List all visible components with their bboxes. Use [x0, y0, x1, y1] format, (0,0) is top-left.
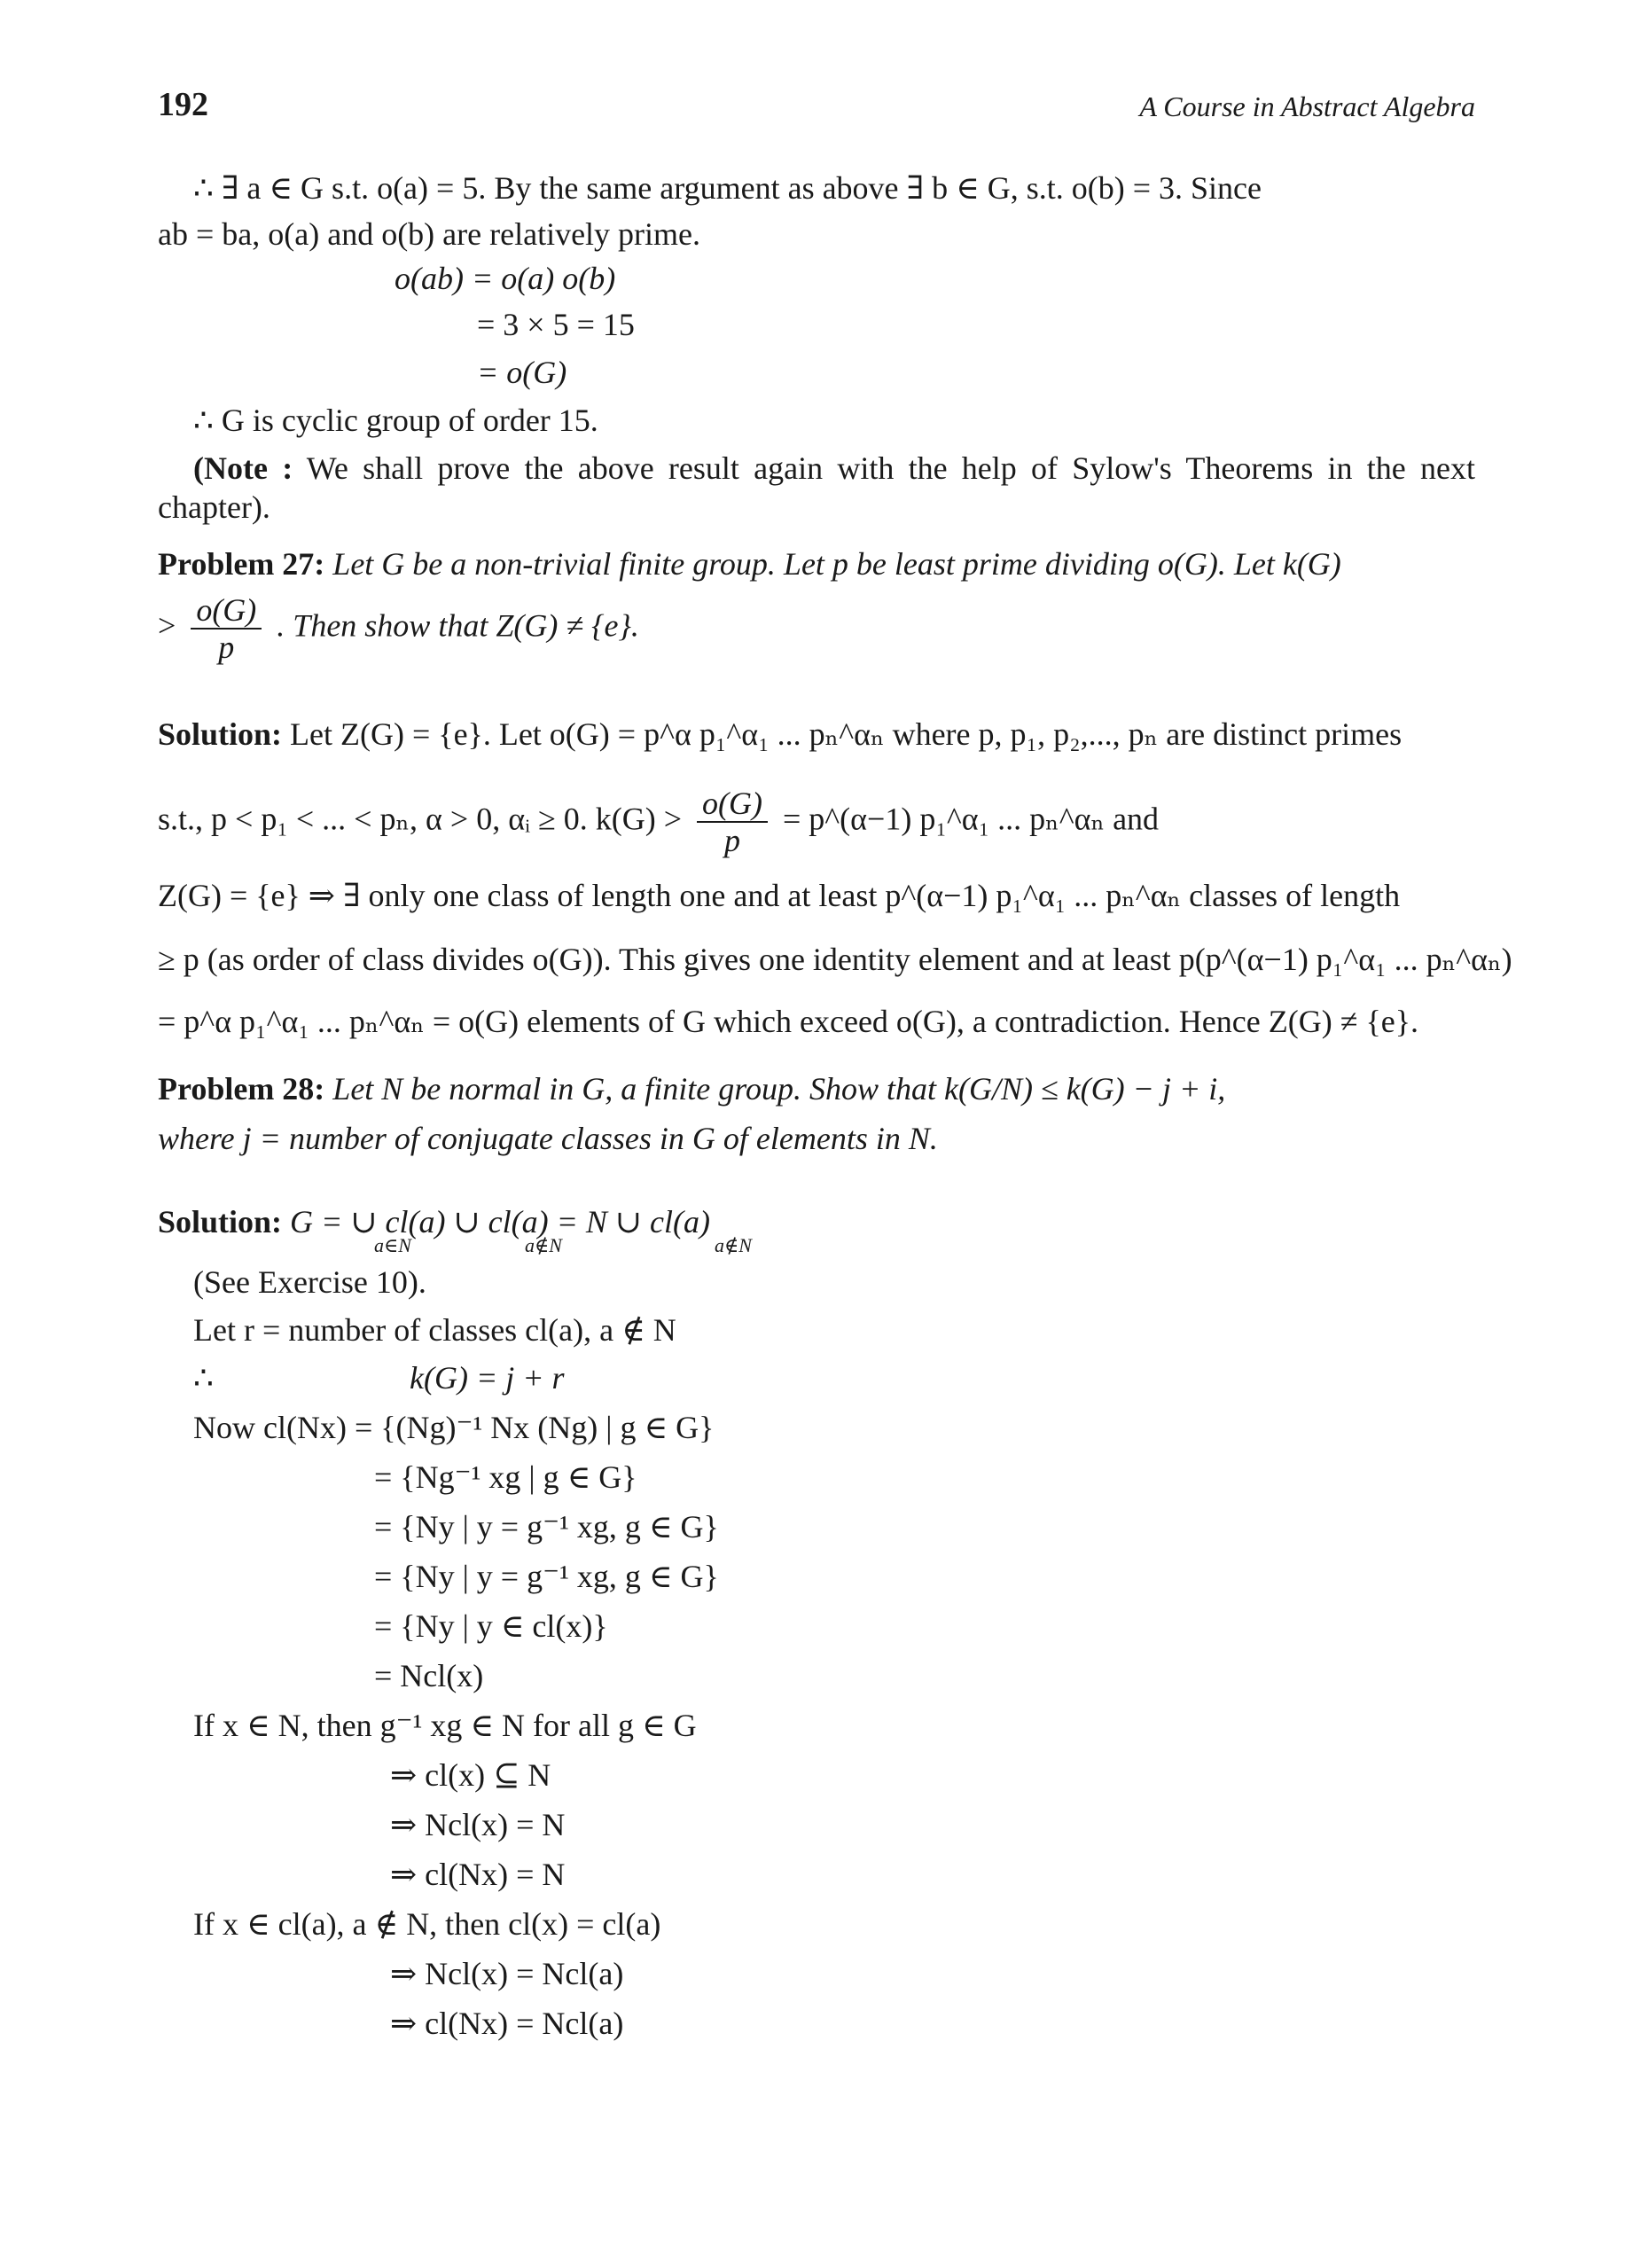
union-subscript: a∈N: [374, 1234, 411, 1256]
running-header: A Course in Abstract Algebra: [1139, 90, 1475, 122]
fraction-denominator: p: [723, 823, 740, 858]
therefore-symbol: ∴: [193, 1360, 214, 1396]
fraction-denominator: p: [218, 630, 235, 665]
problem-28-statement-2: where j = number of conjugate classes in G of elements in N.: [158, 1121, 938, 1156]
conclusion-line: ∴ G is cyclic group of order 15.: [193, 403, 598, 438]
equation-line: = Ncl(x): [374, 1658, 484, 1693]
solution-text: Let Z(G) = {e}. Let o(G) = p^α p₁^α₁ ... pₙ^αₙ where p, p₁, p₂,..., pₙ are distinct primes: [282, 716, 1403, 752]
note-text: We shall prove the above result again with the help of Sylow's Theorems in the next chapter).: [158, 450, 1475, 525]
implication-line: ⇒ cl(Nx) = Ncl(a): [390, 2006, 624, 2041]
solution-text: s.t., p < p₁ < ... < pₙ, α > 0, αᵢ ≥ 0. k(G) >: [158, 801, 682, 837]
fraction-numerator: o(G): [191, 592, 262, 630]
gt-sign: >: [158, 607, 176, 644]
solution-text: = p^(α−1) p₁^α₁ ... pₙ^αₙ and: [782, 801, 1160, 837]
problem-27-text: Let G be a non-trivial finite group. Let p be least prime dividing o(G). Let k(G): [324, 546, 1341, 582]
condition-line: If x ∈ cl(a), a ∉ N, then cl(x) = cl(a): [193, 1906, 661, 1942]
equation-line: o(ab) = o(a) o(b): [395, 261, 616, 296]
fraction-numerator: o(G): [697, 786, 768, 823]
solution-28-line: [158, 1202, 710, 1241]
solution-27-line: Z(G) = {e} ⇒ ∃ only one class of length one and at least p^(α−1) p₁^α₁ ... pₙ^αₙ classes of length: [158, 878, 1401, 913]
problem-27-end: . Then show that Z(G) ≠ {e}.: [277, 607, 639, 644]
union-equation: G = ∪ cl(a) ∪ cl(a) = N ∪ cl(a): [282, 1204, 711, 1240]
reference-line: (See Exercise 10).: [193, 1264, 426, 1300]
note-paragraph: [158, 449, 1475, 527]
equation-line: = o(G): [477, 355, 567, 390]
equation-line: = {Ny | y ∈ cl(x)}: [374, 1608, 608, 1644]
solution-label: Solution:: [158, 716, 283, 752]
implication-line: ⇒ cl(Nx) = N: [390, 1857, 566, 1892]
definition-line: Let r = number of classes cl(a), a ∉ N: [193, 1312, 676, 1348]
union-subscript: a∉N: [715, 1234, 752, 1256]
para-line: ab = ba, o(a) and o(b) are relatively prime.: [158, 216, 701, 252]
solution-27-line: [158, 786, 1159, 858]
condition-line: If x ∈ N, then g⁻¹ xg ∈ N for all g ∈ G: [193, 1708, 697, 1743]
fraction: [697, 786, 768, 858]
implication-line: ⇒ Ncl(x) = N: [390, 1807, 566, 1842]
equation-line: = {Ng⁻¹ xg | g ∈ G}: [374, 1459, 637, 1495]
equation-line: = {Ny | y = g⁻¹ xg, g ∈ G}: [374, 1509, 719, 1545]
solution-27-line: = p^α p₁^α₁ ... pₙ^αₙ = o(G) elements of G which exceed o(G), a contradiction. Hence Z(G) ≠ {e}.: [158, 1004, 1418, 1039]
solution-label: Solution:: [158, 1204, 283, 1240]
union-subscript: a∉N: [525, 1234, 562, 1256]
equation-line: = {Ny | y = g⁻¹ xg, g ∈ G}: [374, 1559, 719, 1594]
problem-28-label: Problem 28:: [158, 1071, 325, 1107]
problem-27-label: Problem 27:: [158, 546, 325, 582]
solution-27-line: [158, 715, 1402, 754]
problem-28-text: Let N be normal in G, a finite group. Show that k(G/N) ≤ k(G) − j + i,: [324, 1071, 1226, 1107]
equation-line: Now cl(Nx) = {(Ng)⁻¹ Nx (Ng) | g ∈ G}: [193, 1410, 715, 1445]
implication-line: ⇒ Ncl(x) = Ncl(a): [390, 1956, 624, 1991]
equation-line: k(G) = j + r: [410, 1360, 565, 1396]
solution-27-line: ≥ p (as order of class divides o(G)). This gives one identity element and at least p(p^(α−1) p₁^α₁ ... pₙ^αₙ): [158, 942, 1512, 977]
problem-28-statement: [158, 1069, 1225, 1108]
fraction: [191, 592, 262, 665]
page-number: 192: [158, 86, 208, 123]
note-label: (Note :: [193, 450, 293, 486]
problem-27-statement: [158, 544, 1341, 583]
equation-line: = 3 × 5 = 15: [477, 307, 635, 342]
problem-27-statement-2: [158, 592, 639, 665]
implication-line: ⇒ cl(x) ⊆ N: [390, 1757, 551, 1793]
para-line: ∴ ∃ a ∈ G s.t. o(a) = 5. By the same argument as above ∃ b ∈ G, s.t. o(b) = 3. Since: [193, 170, 1262, 206]
